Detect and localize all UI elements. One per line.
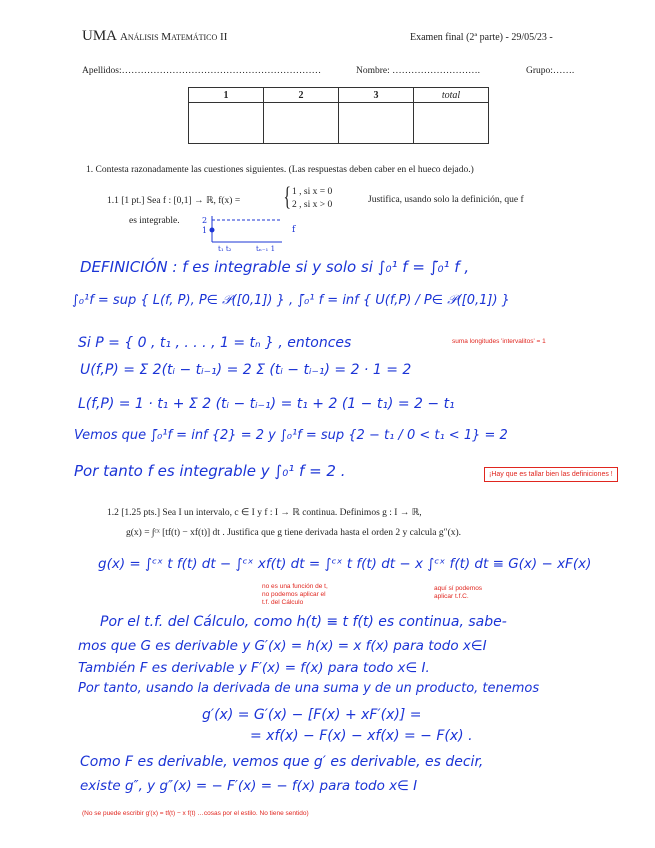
grade-cell-2[interactable] <box>264 103 339 144</box>
group-field-label: Grupo:……. <box>526 66 575 76</box>
answer-1-line-5: L(f,P) = 1 · t₁ + Σ 2 (tᵢ − tᵢ₋₁) = t₁ + 2 (1 − t₁) = 2 − t₁ <box>78 396 455 412</box>
svg-text:1: 1 <box>202 226 208 235</box>
answer-1-line-3: Si P = { 0 , t₁ , . . . , 1 = tₙ } , entonces <box>78 335 352 351</box>
grade-header-3: 3 <box>339 88 414 103</box>
answer-2-line-3: mos que G es derivable y G′(x) = h(x) = x f(x) para todo x∈I <box>78 638 487 654</box>
exam-title: Examen final (2ª parte) - 29/05/23 - <box>410 32 553 43</box>
note-not-function: no es una función de t, no podemos aplicar el t.f. del Cálculo <box>262 583 328 606</box>
part-1-2-label: 1.2 [1.25 pts.] Sea I un intervalo, c ∈ I y f : I → ℝ continua. Definimos g : I → ℝ, <box>107 508 422 518</box>
grade-header-2: 2 <box>264 88 339 103</box>
note-can-apply: aquí sí podemos aplicar t.f.C. <box>434 585 483 600</box>
course-code: UMA <box>82 28 117 44</box>
piecewise-brace: { <box>283 182 291 211</box>
answer-2-line-8: Como F es derivable, vemos que g′ es derivable, es decir, <box>80 754 484 770</box>
surname-field-label: Apellidos:……………………………………………………… <box>82 66 322 76</box>
subject-name: Análisis Matemático II <box>119 31 228 43</box>
note-sum-lengths: suma longitudes 'intervalitos' = 1 <box>452 338 546 345</box>
note-definitions: ¡Hay que es tallar bien las definiciones ! <box>484 467 618 482</box>
answer-2-line-4: También F es derivable y F′(x) = f(x) para todo x∈ I. <box>78 660 430 676</box>
answer-1-line-4: U(f,P) = Σ 2(tᵢ − tᵢ₋₁) = 2 Σ (tᵢ − tᵢ₋₁) = 2 · 1 = 2 <box>80 362 412 378</box>
part-1-1-task-cont: es integrable. <box>129 216 180 226</box>
name-field-label: Nombre: ………………………. <box>356 66 481 76</box>
grade-table <box>188 87 489 144</box>
answer-2-line-1: g(x) = ∫ᶜˣ t f(t) dt − ∫ᶜˣ xf(t) dt = ∫ᶜˣ t f(t) dt − x ∫ᶜˣ f(t) dt ≡ G(x) − xF(x) <box>98 556 592 572</box>
answer-2-line-2: Por el t.f. del Cálculo, como h(t) ≡ t f(t) es continua, sabe- <box>100 614 507 630</box>
part-1-2-definition: g(x) = ∫ᶜˣ [tf(t) − xf(t)] dt . Justifica que g tiene derivada hasta el orden 2 y calcula g″(x). <box>126 528 462 538</box>
answer-2-line-5: Por tanto, usando la derivada de una suma y de un producto, tenemos <box>78 681 540 696</box>
svg-text:2: 2 <box>202 216 208 225</box>
grade-header-1: 1 <box>189 88 264 103</box>
piecewise-case-2: 2 , si x > 0 <box>292 200 333 210</box>
grade-cell-3[interactable] <box>339 103 414 144</box>
answer-1-line-2: ∫₀¹f = sup { L(f, P), P∈ 𝒫([0,1]) } , ∫̄₀¹ f = inf { U(f,P) / P∈ 𝒫([0,1]) } <box>72 293 510 308</box>
answer-2-line-6: g′(x) = G′(x) − [F(x) + xF′(x)] = <box>202 707 422 723</box>
grade-header-total: total <box>414 88 489 103</box>
piecewise-case-1: 1 , si x = 0 <box>292 187 333 197</box>
answer-1-line-1: DEFINICIÓN : f es integrable si y solo si ∫₀¹ f = ∫̄₀¹ f , <box>80 258 470 276</box>
footnote: (No se puede escribir g′(x) = tf(t) − x f(t) …cosas por el estilo. No tiene sentido) <box>82 810 309 817</box>
grade-cell-1[interactable] <box>189 103 264 144</box>
function-sketch <box>198 212 308 252</box>
svg-text:t₁ t₂: t₁ t₂ <box>218 245 232 252</box>
question-1-intro: 1. Contesta razonadamente las cuestiones siguientes. (Las respuestas deben caber en el hueco dejado.) <box>86 165 474 175</box>
answer-2-line-9: existe g″, y g″(x) = − F′(x) = − f(x) para todo x∈ I <box>80 778 418 794</box>
answer-2-line-7: = xf(x) − F(x) − xf(x) = − F(x) . <box>250 728 473 744</box>
part-1-1-task: Justifica, usando solo la definición, que f <box>368 195 524 205</box>
svg-text:tₙ₋₁ 1: tₙ₋₁ 1 <box>256 245 276 252</box>
part-1-1-label: 1.1 [1 pt.] Sea f : [0,1] → ℝ, f(x) = <box>107 196 241 206</box>
answer-1-line-6: Vemos que ∫̄₀¹f = inf {2} = 2 y ∫₀¹f = sup {2 − t₁ / 0 < t₁ < 1} = 2 <box>74 428 508 443</box>
answer-1-line-7: Por tanto f es integrable y ∫₀¹ f = 2 . <box>74 462 346 480</box>
svg-text:f: f <box>292 225 296 235</box>
course-title <box>82 28 227 45</box>
grade-cell-total[interactable] <box>414 103 489 144</box>
